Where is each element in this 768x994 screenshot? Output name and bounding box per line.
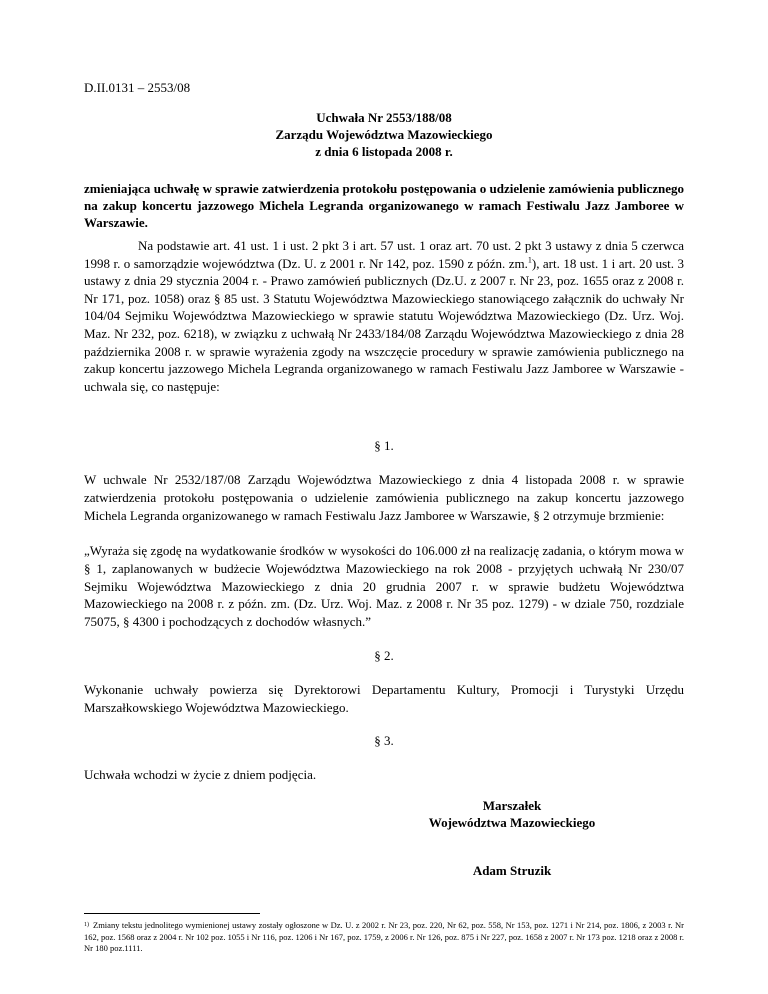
signature-title (392, 797, 632, 831)
resolution-title (84, 109, 684, 160)
section-1-quote: „Wyraża się zgodę na wydatkowanie środków w wysokości do 106.000 zł na realizację zadania, o którym mowa w § 1, zaplanowanych w budżecie Województwa Mazowieckiego na rok 2008 - przyjętych uchwałą Nr 230/07 Sejmiku Województwa Mazowieckiego z dnia 20 grudnia 2007 r. w sprawie budżetu Województwa Mazowieckiego na 2008 r. z późn. zm. (Dz. Urz. Woj. Maz. z 2008 r. Nr 35 poz. 1279) - w dziale 750, rozdziale 75075, § 4300 i pochodzących z dochodów własnych.” (84, 543, 684, 630)
footnote-reference: 1 (527, 255, 532, 265)
signatory-name: Adam Struzik (472, 863, 552, 878)
legal-basis-preamble (84, 237, 684, 395)
footnote-mark: 1) (84, 922, 89, 928)
section-2-text: Wykonanie uchwały powierza się Dyrektorowi Departamentu Kultury, Promocji i Turystyki Urzędu Marszałkowskiego Województwa Mazowieckiego. (84, 682, 684, 715)
footnote (84, 920, 684, 955)
document-reference: D.II.0131 – 2553/08 (84, 80, 191, 95)
resolution-subject: zmieniająca uchwałę w sprawie zatwierdzenia protokołu postępowania o udzielenie zamówienia publicznego na zakup koncertu jazzowego Michela Legranda organizowanego w ramach Festiwalu Jazz Jamboree w Warszawie. (84, 181, 684, 230)
signature-title-line-2: Województwa Mazowieckiego (428, 815, 596, 830)
footnote-text: Zmiany tekstu jednolitego wymienionej ustawy zostały ogłoszone w Dz. U. z 2002 r. Nr 23, poz. 220, Nr 62, poz. 558, Nr 153, poz. 1271 i Nr 214, poz. 1806, z 2003 r. Nr 162, poz. 1568 oraz z 2004 r. Nr 102 poz. 1055 i Nr 116, poz. 1206 i Nr 167, poz. 1759, z 2006 r. Nr 126, poz. 875 i Nr 227, poz. 1658 z 2007 r. Nr 173 poz. 1218 oraz z 2008 r. Nr 180 poz.1111. (84, 920, 684, 954)
preamble-part-1: Na podstawie art. 41 ust. 1 i ust. 2 pkt 3 i art. 57 ust. 1 oraz art. 70 ust. 2 pkt 3 ustawy z dnia 5 czerwca 1998 r. o samorządzie województwa (Dz. U. z 2001 r. Nr 142, poz. 1590 z późn. zm. (84, 238, 684, 271)
title-line-1: Uchwała Nr 2553/188/08 (316, 110, 452, 125)
section-1-text: W uchwale Nr 2532/187/08 Zarządu Województwa Mazowieckiego z dnia 4 listopada 2008 r. w sprawie zatwierdzenia protokołu postępowania o udzielenie zamówienia publicznego na zakup koncertu jazzowego Michela Legranda organizowanego w ramach Festiwalu Jazz Jamboree w Warszawie, § 2 otrzymuje brzmienie: (84, 472, 684, 523)
signature-title-line-1: Marszałek (482, 798, 542, 813)
title-line-2: Zarządu Województwa Mazowieckiego (275, 127, 493, 142)
section-3-heading: § 3. (374, 733, 394, 748)
title-line-3: z dnia 6 listopada 2008 r. (315, 144, 453, 159)
section-1-heading: § 1. (374, 438, 394, 453)
preamble-part-2: ), art. 18 ust. 1 i art. 20 ust. 3 ustawy z dnia 29 stycznia 2004 r. - Prawo zamówień publicznych (Dz.U. z 2007 r. Nr 23, poz. 1655 oraz z 2008 r. Nr 171, poz. 1058) oraz § 85 ust. 3 Statutu Województwa Mazowieckiego stanowiącego załącznik do uchwały Nr 104/04 Sejmiku Województwa Mazowieckiego w sprawie statutu Województwa Mazowieckiego (Dz. Urz. Woj. Maz. Nr 232, poz. 6218), w związku z uchwałą Nr 2433/184/08 Zarządu Województwa Mazowieckiego z dnia 28 października 2008 r. w sprawie wyrażenia zgody na wszczęcie procedury w sprawie zamówienia publicznego na zakup koncertu jazzowego Michela Legranda organizowanego w ramach Festiwalu Jazz Jamboree w Warszawie - uchwala się, co następuje: (84, 255, 684, 394)
footnote-divider (84, 913, 260, 914)
section-3-text: Uchwała wchodzi w życie z dniem podjęcia. (84, 767, 317, 782)
section-2-heading: § 2. (374, 648, 394, 663)
